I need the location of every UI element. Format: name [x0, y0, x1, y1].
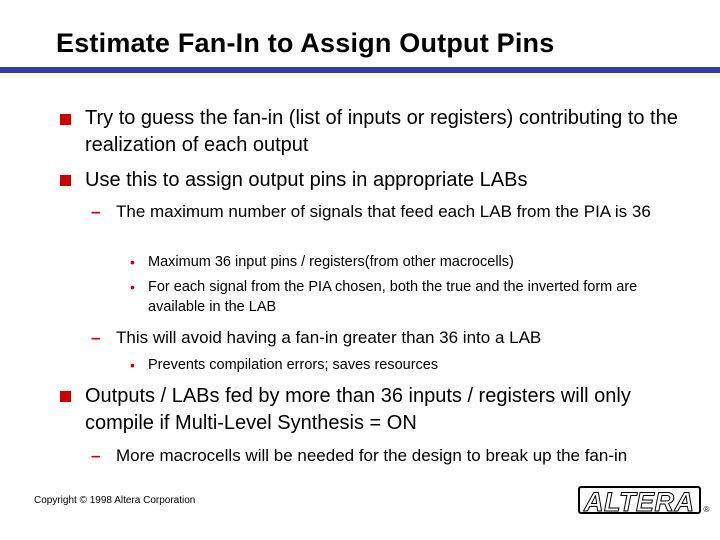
dash-bullet-icon: – [91, 446, 101, 465]
title-rule [0, 67, 720, 73]
sub-bullet-item: More macrocells will be needed for the design to break up the fan-in [116, 446, 628, 465]
sub-bullet-item: This will avoid having a fan-in greater than 36 into a LAB [116, 328, 542, 347]
dash-bullet-icon: – [91, 202, 101, 221]
square-bullet-icon [60, 391, 71, 402]
sub-bullet-item: The maximum number of signals that feed each LAB from the PIA is 36 [116, 202, 651, 221]
sub-sub-bullet-item: Maximum 36 input pins / registers(from other macrocells) [148, 254, 514, 270]
bullet-item: Use this to assign output pins in appropriate LABs [85, 169, 528, 191]
dash-bullet-icon: – [91, 328, 101, 347]
dot-bullet-icon: • [130, 254, 135, 270]
copyright-text: Copyright © 1998 Altera Corporation [34, 495, 196, 506]
registered-mark: ® [703, 505, 710, 514]
dot-bullet-icon: • [130, 357, 135, 373]
slide-title: Estimate Fan-In to Assign Output Pins [56, 28, 555, 58]
dot-bullet-icon: • [130, 279, 135, 295]
sub-sub-bullet-item: Prevents compilation errors; saves resources [148, 357, 439, 373]
square-bullet-icon [60, 114, 71, 125]
bullet-item: Outputs / LABs fed by more than 36 inputs / registers will only compile if Multi-Level Synthesis = ON [85, 385, 631, 434]
logo-wordmark: ALTERA [578, 486, 701, 514]
sub-sub-bullet-item: For each signal from the PIA chosen, both the true and the inverted form are available in the LAB [148, 279, 638, 315]
altera-logo [578, 486, 710, 517]
bullet-item: Try to guess the fan-in (list of inputs or registers) contributing to the realization of each output [85, 107, 678, 156]
square-bullet-icon [60, 175, 71, 186]
